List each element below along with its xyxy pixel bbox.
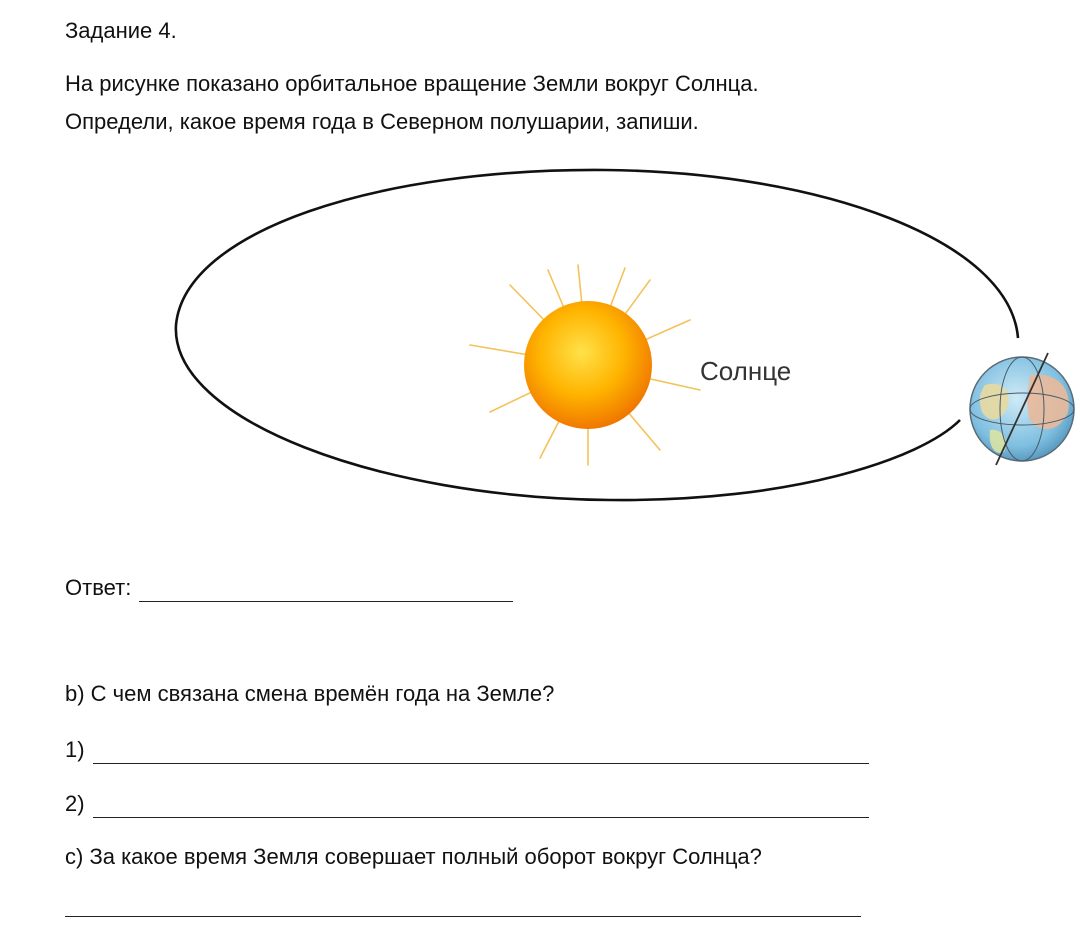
part-b-item-1 — [65, 736, 869, 764]
task-title: Задание 4. — [65, 18, 177, 43]
answer-row — [65, 574, 513, 602]
orbit-diagram — [0, 150, 1080, 530]
earth-globe-icon — [970, 353, 1074, 465]
part-c-answer-blank[interactable] — [65, 916, 861, 917]
sun-icon — [470, 265, 700, 465]
part-c-question: c) За какое время Земля совершает полный оборот вокруг Солнца? — [65, 844, 762, 869]
answer-blank[interactable] — [139, 581, 513, 602]
part-b-question: b) С чем связана смена времён года на Земле? — [65, 681, 555, 706]
part-b-item-1-label: 1) — [65, 737, 85, 762]
part-b-item-1-blank[interactable] — [93, 743, 869, 764]
sun-label: Солнце — [700, 356, 792, 386]
part-b-item-2-blank[interactable] — [93, 797, 869, 818]
question-line-1: На рисунке показано орбитальное вращение Земли вокруг Солнца. — [65, 71, 759, 96]
part-b-item-2 — [65, 790, 869, 818]
answer-label: Ответ: — [65, 575, 132, 600]
question-line-2: Определи, какое время года в Северном полушарии, запиши. — [65, 109, 699, 134]
part-b-item-2-label: 2) — [65, 791, 85, 816]
